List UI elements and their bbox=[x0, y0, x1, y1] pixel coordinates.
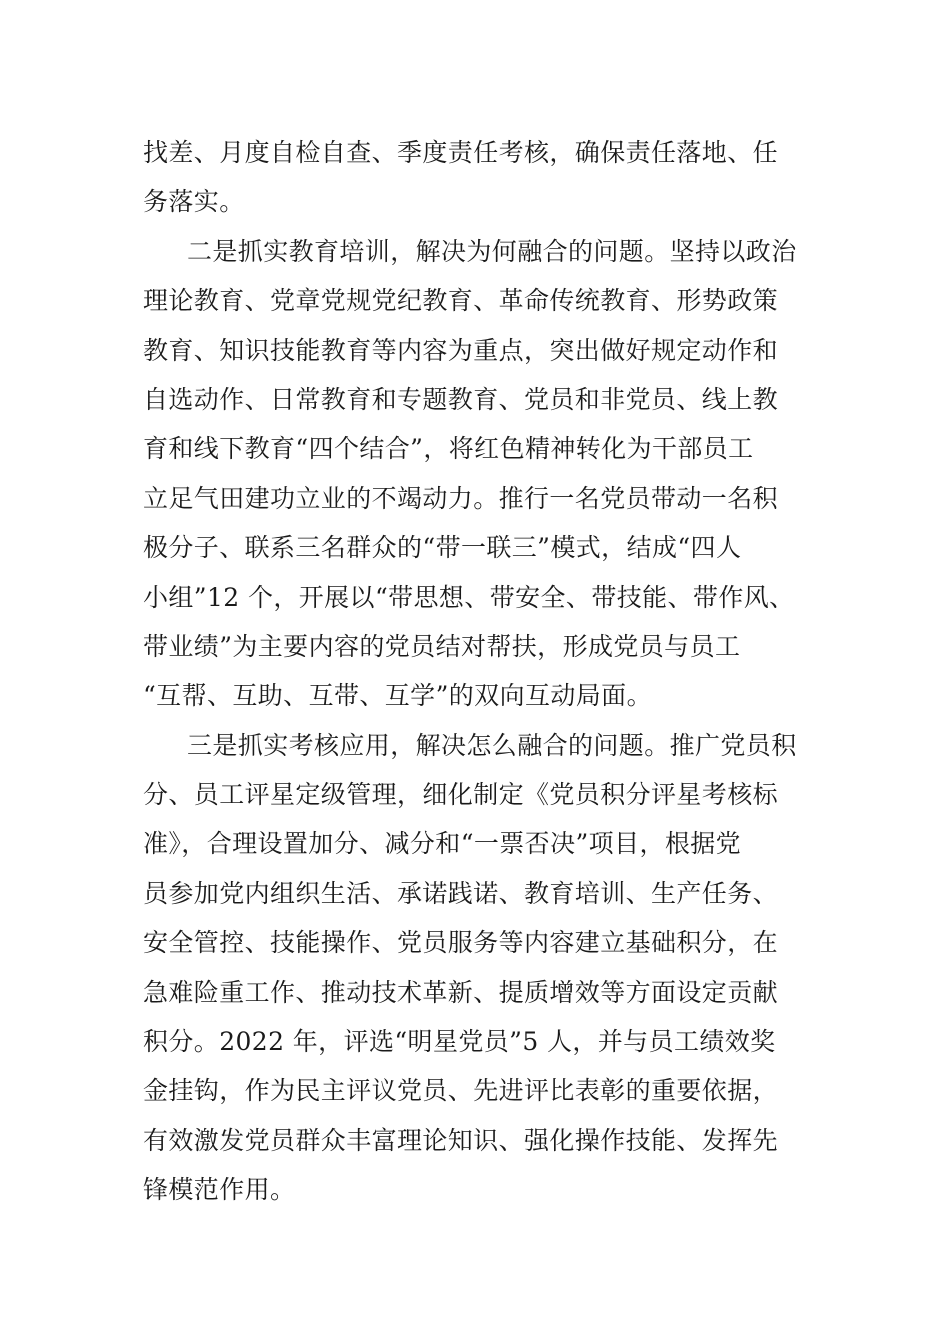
paragraph-education-training bbox=[143, 227, 815, 721]
text-line: 金挂钩，作为民主评议党员、先进评比表彰的重要依据， bbox=[143, 1076, 779, 1106]
text-line: 找差、月度自检自查、季度责任考核，确保责任落地、任 bbox=[143, 138, 779, 167]
text-line: 三是抓实考核应用，解决怎么融合的问题。推广党员积 bbox=[187, 730, 797, 760]
text-line: 二是抓实教育培训，解决为何融合的问题。坚持以政治 bbox=[187, 236, 797, 266]
text-line: 教育、知识技能教育等内容为重点，突出做好规定动作和 bbox=[143, 335, 779, 365]
paragraph-continuation bbox=[143, 128, 815, 227]
text-line: 锋模范作用。 bbox=[143, 1175, 296, 1205]
text-line: 安全管控、技能操作、党员服务等内容建立基础积分，在 bbox=[143, 928, 779, 958]
text-line: “互帮、互助、互带、互学”的双向互动局面。 bbox=[143, 681, 652, 711]
body-text bbox=[143, 128, 815, 1215]
text-line: 立足气田建功立业的不竭动力。推行一名党员带动一名积 bbox=[143, 483, 779, 513]
text-line: 准》，合理设置加分、减分和“一票否决”项目，根据党 bbox=[143, 829, 742, 859]
text-line: 小组”12 个，开展以“带思想、带安全、带技能、带作风、 bbox=[143, 582, 795, 612]
text-line: 带业绩”为主要内容的党员结对帮扶，形成党员与员工 bbox=[143, 631, 741, 661]
text-line: 极分子、联系三名群众的“带一联三”模式，结成“四人 bbox=[143, 533, 742, 563]
text-line: 自选动作、日常教育和专题教育、党员和非党员、线上教 bbox=[143, 384, 779, 414]
text-line: 急难险重工作、推动技术革新、提质增效等方面设定贡献 bbox=[143, 977, 779, 1007]
text-line: 育和线下教育“四个结合”，将红色精神转化为干部员工 bbox=[143, 434, 754, 464]
paragraph-assessment-application bbox=[143, 721, 815, 1215]
text-line: 务落实。 bbox=[143, 187, 245, 217]
text-line: 理论教育、党章党规党纪教育、革命传统教育、形势政策 bbox=[143, 286, 779, 316]
text-line: 分、员工评星定级管理，细化制定《党员积分评星考核标 bbox=[143, 780, 779, 810]
text-line: 有效激发党员群众丰富理论知识、强化操作技能、发挥先 bbox=[143, 1125, 779, 1155]
text-line: 积分。2022 年，评选“明星党员”5 人，并与员工绩效奖 bbox=[143, 1027, 776, 1057]
text-line: 员参加党内组织生活、承诺践诺、教育培训、生产任务、 bbox=[143, 878, 779, 908]
